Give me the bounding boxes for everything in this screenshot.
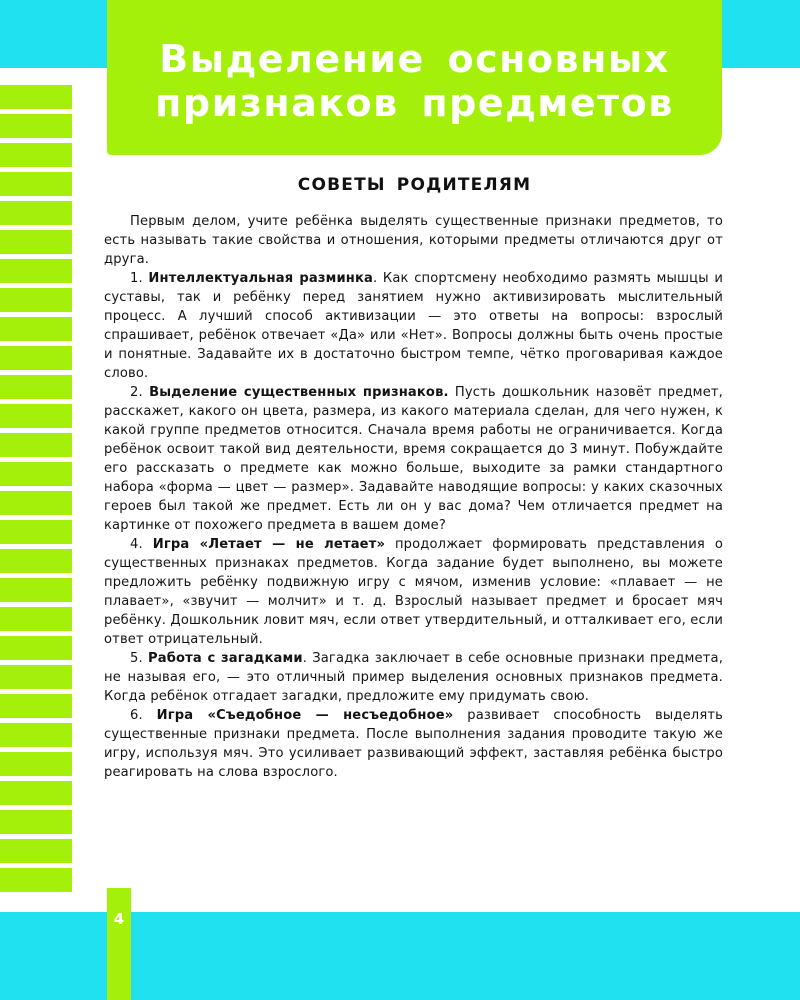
- tip-text: продолжает формировать представления о существенных признаках предметов. Когда задание будет выполнено, вы можете предложить ребёнку подвижную игру с мячом, изменив условие: «плавает — не плавает», «звучит — молчит» и т. д. Взрослый называет предмет и бросает мяч ребёнку. Дошкольник ловит мяч, если ответ утвердительный, и отталкивает его, если ответ отрицательный.: [104, 537, 724, 647]
- tip-heading: Игра «Летает — не летает»: [152, 537, 386, 552]
- section-subtitle: СОВЕТЫ РОДИТЕЛЯМ: [297, 175, 532, 195]
- left-stripes-decor: [0, 85, 72, 895]
- article-body: [104, 212, 723, 782]
- intro-paragraph: Первым делом, учите ребёнка выделять существенные признаки предметов, то есть называть такие свойства и отношения, которыми предметы отличаются друг от друга.: [104, 214, 723, 267]
- tip-number: 5.: [130, 651, 143, 666]
- title-line-1: Выделение основных: [159, 36, 670, 81]
- tip-number: 6.: [130, 708, 143, 723]
- tip-number: 2.: [130, 385, 143, 400]
- tip-heading: Интеллектуальная разминка: [148, 271, 374, 286]
- tip-paragraph-5: [104, 649, 723, 706]
- tip-text: развивает способность выделять существенные признаки предмета. После выполнения задания проводите такую же игру, используя мяч. Это усиливает развивающий эффект, заставляя ребёнка быстро реагировать на слова взрослого.: [104, 708, 723, 780]
- page-number: 4: [113, 910, 125, 928]
- tip-text: . Загадка заключает в себе основные признаки предмета, не называя его, — это отличный пример выделения основных признаков предмета. Когда ребёнок отгадает загадки, предложите ему придумать свою.: [104, 651, 724, 704]
- tip-heading: Работа с загадками: [148, 651, 303, 666]
- page-number-tab: [107, 888, 131, 1000]
- tip-paragraph-1: [104, 269, 723, 383]
- tip-heading: Выделение существенных признаков.: [149, 385, 449, 400]
- tip-text: Пусть дошкольник назовёт предмет, расскажет, какого он цвета, размера, из какого материала сделан, для чего нужен, к какой группе предметов относится. Сначала время работы не ограничивается. Когда ребёнок освоит такой вид деятельности, время сокращается до 3 минут. Побуждайте его рассказать о предмете как можно больше, выходите за рамки стандартного набора «форма — цвет — размер». Задавайте наводящие вопросы: у каких сказочных героев был такой же предмет. Есть ли он у вас дома? Чем отличается предмет на картинке от похожего предмета в вашем доме?: [104, 385, 723, 533]
- tip-heading: Игра «Съедобное — несъедобное»: [156, 708, 454, 723]
- tip-paragraph-4: [104, 535, 723, 649]
- tip-paragraph-6: [104, 706, 723, 782]
- title-line-2: признаков предметов: [155, 80, 674, 125]
- tip-number: 4.: [130, 537, 143, 552]
- tip-text: . Как спортсмену необходимо размять мышцы и суставы, так и ребёнку перед занятием нужно активизировать мыслительный процесс. А лучший способ активизации — это ответы на вопросы: взрослый спрашивает, ребёнок отвечает «Да» или «Нет». Вопросы должны быть очень простые и понятные. Задавайте их в достаточно быстром темпе, чётко проговаривая каждое слово.: [104, 271, 723, 381]
- title-banner: [107, 0, 722, 155]
- page-title: [155, 31, 674, 125]
- tip-paragraph-2: [104, 383, 723, 535]
- tip-number: 1.: [130, 271, 143, 286]
